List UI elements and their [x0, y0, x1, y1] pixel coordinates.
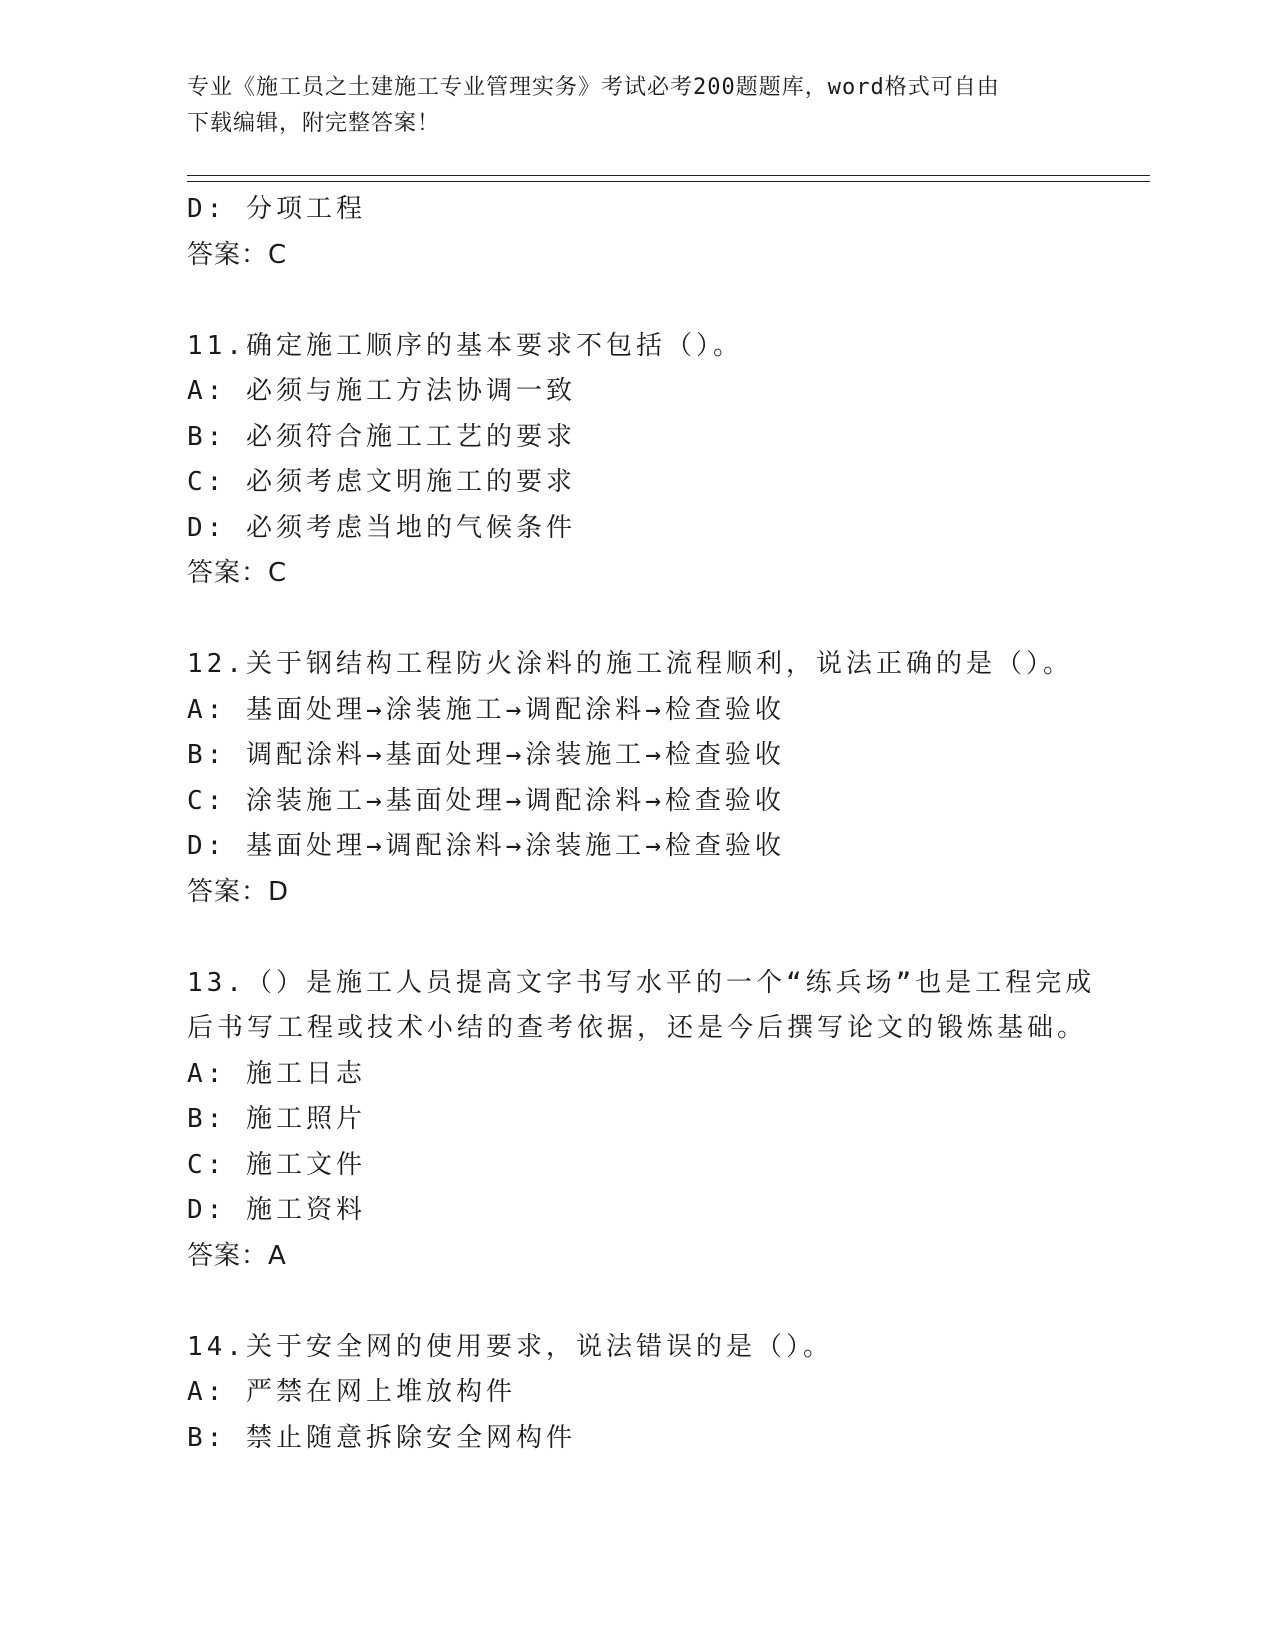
question-text: 12.关于钢结构工程防火涂料的施工流程顺利，说法正确的是（）。: [187, 649, 1073, 679]
answer-option: D: 施工资料: [187, 1195, 366, 1225]
header-rule-bottom: [187, 181, 1150, 182]
answer-option: B: 必须符合施工工艺的要求: [187, 421, 576, 452]
answer-option: A: 严禁在网上堆放构件: [187, 1377, 516, 1407]
question-text: 14.关于安全网的使用要求，说法错误的是（）。: [187, 1331, 833, 1362]
answer-option: A: 必须与施工方法协调一致: [187, 376, 576, 406]
answer-option: B: 施工照片: [187, 1104, 366, 1134]
question-block: [187, 915, 1096, 1279]
question-text: 11.确定施工顺序的基本要求不包括（）。: [187, 330, 743, 361]
answer-option: D: 分项工程: [187, 194, 366, 224]
question-text: 后书写工程或技术小结的查考依据，还是今后撰写论文的锻炼基础。: [187, 1013, 1088, 1043]
question-list: [187, 187, 1096, 1461]
block-spacer: [187, 915, 1087, 961]
answer-key: 答案：D: [187, 876, 290, 907]
header-line-1: 专业《施工员之土建施工专业管理实务》考试必考200题题库，word格式可自由: [187, 75, 1000, 100]
block-spacer: [187, 1279, 1087, 1325]
header-rule-top: [187, 175, 1150, 176]
question-text: 13.（）是施工人员提高文字书写水平的一个“练兵场”也是工程完成: [187, 967, 1096, 998]
question-block: [187, 1279, 1087, 1461]
answer-option: C: 施工文件: [187, 1149, 366, 1180]
answer-option: C: 涂装施工→基面处理→调配涂料→检查验收: [187, 785, 785, 816]
answer-option: D: 基面处理→调配涂料→涂装施工→检查验收: [187, 831, 785, 861]
answer-option: C: 必须考虑文明施工的要求: [187, 467, 576, 497]
block-spacer: [187, 278, 1087, 324]
answer-option: A: 施工日志: [187, 1058, 366, 1089]
question-block: [187, 278, 1087, 597]
answer-key: 答案：A: [187, 1240, 287, 1271]
block-spacer: [187, 597, 1087, 643]
answer-key: 答案：C: [187, 239, 288, 270]
question-block: [187, 187, 1087, 278]
answer-option: D: 必须考虑当地的气候条件: [187, 512, 576, 543]
answer-option: B: 禁止随意拆除安全网构件: [187, 1422, 576, 1453]
answer-option: B: 调配涂料→基面处理→涂装施工→检查验收: [187, 740, 785, 770]
answer-option: A: 基面处理→涂装施工→调配涂料→检查验收: [187, 694, 785, 725]
document-header: [187, 70, 1067, 142]
header-line-2: 下载编辑，附完整答案！: [187, 111, 441, 136]
answer-key: 答案：C: [187, 558, 288, 588]
question-block: [187, 597, 1087, 916]
